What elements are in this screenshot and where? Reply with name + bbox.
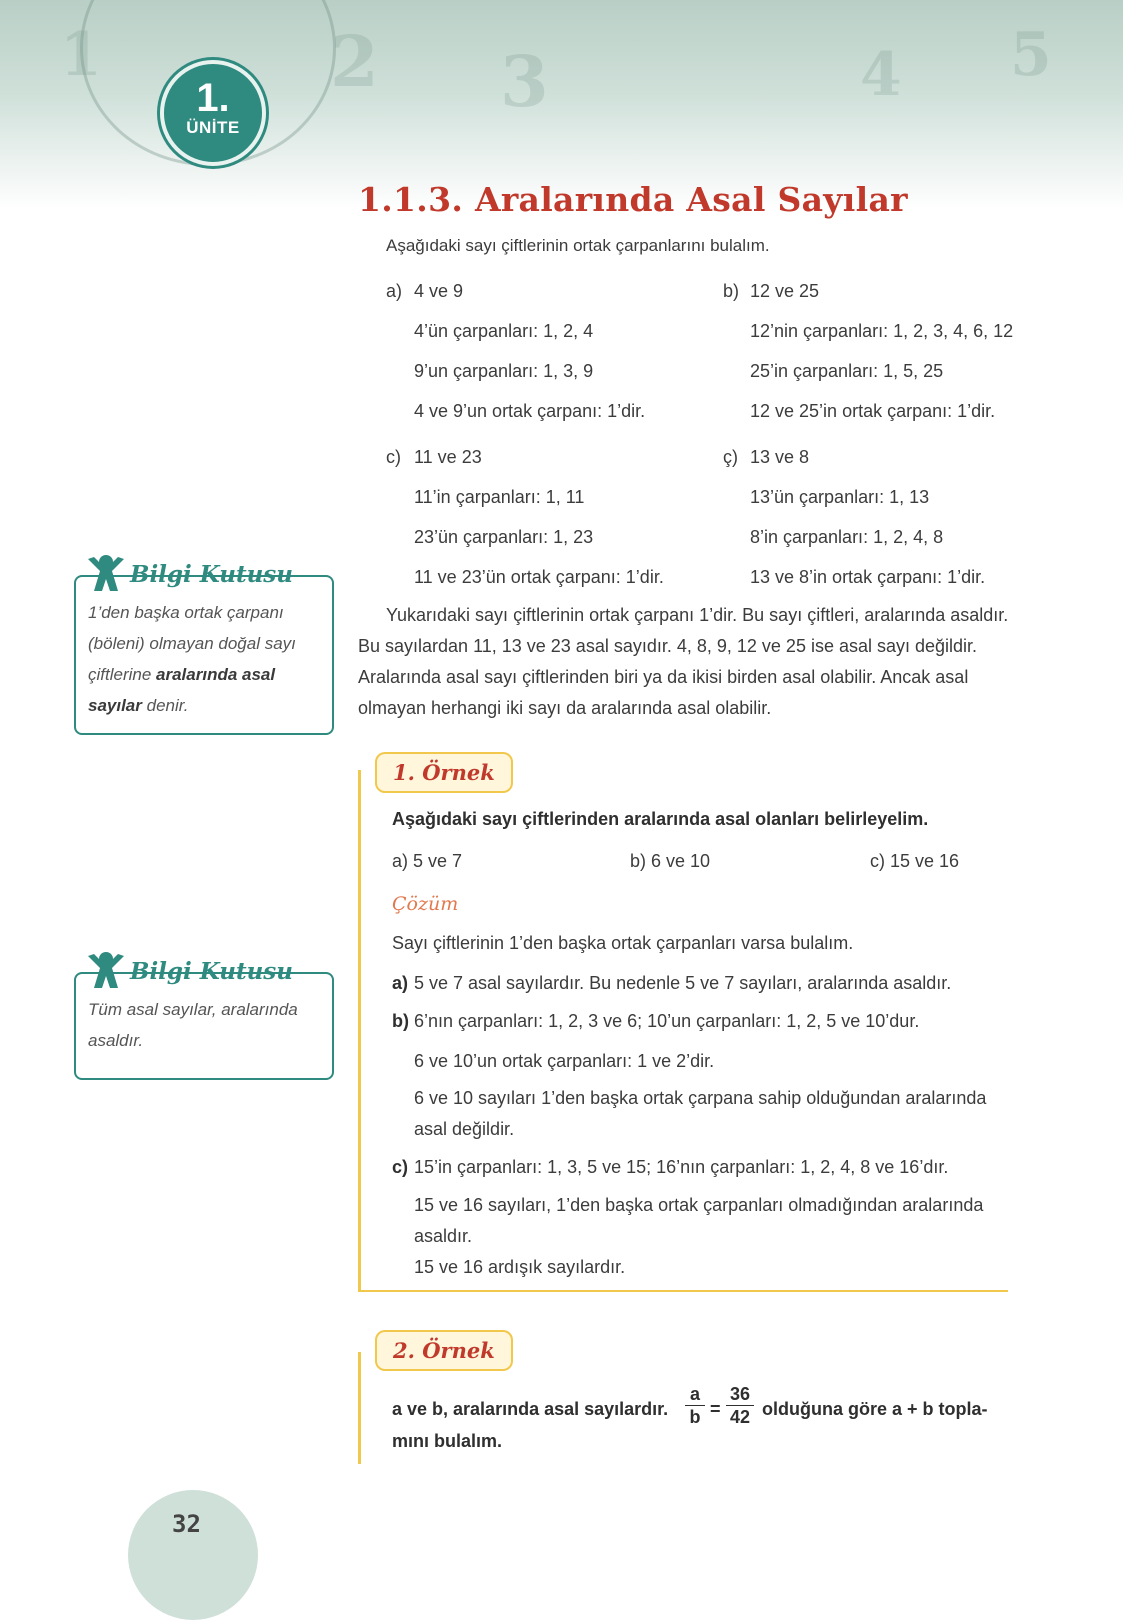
example-2-tag: 2. Örnek [375, 1330, 513, 1371]
fraction-numerator: 36 [726, 1383, 754, 1406]
equals-sign: = [710, 1399, 721, 1419]
solution-b-text: 6’nın çarpanları: 1, 2, 3 ve 6; 10’un çarpanları: 1, 2, 5 ve 10’dur. [414, 1011, 920, 1031]
pair-d-label: ç) [723, 447, 738, 467]
solution-b-line3: 6 ve 10 sayıları 1’den başka ortak çarpana sahip olduğundan aralarında asal değildir. [414, 1088, 987, 1139]
mascot-icon [84, 553, 128, 595]
pair-a-line: 4’ün çarpanları: 1, 2, 4 [414, 321, 594, 341]
decorative-digit: 3 [500, 40, 549, 123]
intro-text: Aşağıdaki sayı çiftlerinin ortak çarpanlarını bulalım. [386, 236, 770, 255]
pair-a-line: 4 ve 9’un ortak çarpanı: 1’dir. [414, 401, 646, 421]
info-box-2-title: Bilgi Kutusu [130, 957, 293, 985]
fraction-denominator: 42 [729, 1407, 751, 1427]
example-2-rail [358, 1352, 361, 1464]
example-1-tag: 1. Örnek [375, 752, 513, 793]
solution-c-line3: 15 ve 16 ardışık sayılardır. [414, 1257, 626, 1277]
solution-b-label: b) [392, 1011, 409, 1031]
info-box-2-body: Tüm asal sayılar, aralarında asaldır. [88, 1000, 298, 1050]
example-2-text-after: olduğuna göre a + b topla- [762, 1399, 988, 1419]
info-box-1-title: Bilgi Kutusu [130, 560, 293, 588]
pair-b-line: 25’in çarpanları: 1, 5, 25 [750, 361, 944, 381]
fraction-a-over-b [685, 1383, 705, 1428]
solution-c-text: 15’in çarpanları: 1, 3, 5 ve 15; 16’nın çarpanları: 1, 2, 4, 8 ve 16’dır. [414, 1157, 949, 1177]
example-1-option-b: b) 6 ve 10 [630, 851, 711, 871]
decorative-digit: 5 [1010, 20, 1052, 90]
pair-c-line: 11’in çarpanları: 1, 11 [414, 487, 585, 507]
decorative-digit: 2 [330, 20, 379, 103]
solution-c-line2: 15 ve 16 sayıları, 1’den başka ortak çarpanları olmadığından aralarında asaldır. [414, 1195, 984, 1246]
info-box-1 [74, 560, 334, 735]
pair-a-heading: 4 ve 9 [414, 281, 464, 301]
example-2-text-line2: mını bulalım. [392, 1431, 503, 1451]
info-box-1-header [84, 553, 293, 595]
example-1-bottom-line [358, 1290, 1008, 1292]
decorative-digit: 4 [860, 40, 902, 110]
pair-b-line: 12’nin çarpanları: 1, 2, 3, 4, 6, 12 [750, 321, 1014, 341]
solution-a-text: 5 ve 7 asal sayılardır. Bu nedenle 5 ve 7 sayıları, aralarında asaldır. [414, 973, 952, 993]
page-number: 32 [172, 1510, 201, 1538]
unit-number: 1. [196, 76, 230, 120]
mascot-icon [84, 950, 128, 992]
pair-d-heading: 13 ve 8 [750, 447, 810, 467]
pair-d-line: 8’in çarpanları: 1, 2, 4, 8 [750, 527, 944, 547]
solution-a-label: a) [392, 973, 409, 993]
decorative-digit: 1 [60, 20, 102, 90]
pair-c-line: 11 ve 23’ün ortak çarpanı: 1’dir. [414, 567, 664, 587]
example-1-option-c: c) 15 ve 16 [870, 851, 960, 871]
fraction-denominator: b [689, 1407, 701, 1427]
fraction-36-over-42 [726, 1383, 754, 1428]
pair-c-label: c) [386, 447, 401, 467]
pair-d-line: 13’ün çarpanları: 1, 13 [750, 487, 930, 507]
pair-d-line: 13 ve 8’in ortak çarpanı: 1’dir. [750, 567, 986, 587]
pair-b-line: 12 ve 25’in ortak çarpanı: 1’dir. [750, 401, 996, 421]
info-box-2-header [84, 950, 293, 992]
example-1-rail [358, 770, 361, 1290]
solution-intro: Sayı çiftlerinin 1’den başka ortak çarpanları varsa bulalım. [392, 933, 854, 953]
explanation-paragraph: Yukarıdaki sayı çiftlerinin ortak çarpanı 1’dir. Bu sayı çiftleri, aralarında asaldır. Bu sayılardan 11, 13 ve 23 asal sayıdır. 4, 8, 9, 12 ve 25 ise asal sayı değildir. Aralarında asal sayı çiftlerinden biri ya da ikisi birden asal olabilir. Ancak asal olmayan herhangi iki sayı da aralarında asal olabilir. [358, 605, 1009, 718]
pair-b-label: b) [723, 281, 740, 301]
info-box-2 [74, 957, 334, 1080]
section-title: 1.1.3. Aralarında Asal Sayılar [358, 180, 908, 219]
pair-c-line: 23’ün çarpanları: 1, 23 [414, 527, 594, 547]
info-box-1-bold: aralarında asal sayılar [88, 665, 276, 715]
info-box-1-body [88, 597, 318, 721]
solution-label: Çözüm [392, 893, 459, 915]
info-box-1-text: 1’den başka ortak çarpanı (böleni) olmayan doğal sayı çiftlerine [88, 603, 296, 684]
example-1-question: Aşağıdaki sayı çiftlerinden aralarında asal olanları belirleyelim. [392, 809, 929, 829]
pair-b-heading: 12 ve 25 [750, 281, 820, 301]
pair-a-line: 9’un çarpanları: 1, 3, 9 [414, 361, 594, 381]
pair-a-label: a) [386, 281, 403, 301]
unit-label: ÜNİTE [186, 118, 240, 137]
example-1-option-a: a) 5 ve 7 [392, 851, 463, 871]
unit-badge [160, 60, 266, 166]
pair-c-heading: 11 ve 23 [414, 447, 482, 467]
example-2-text-before: a ve b, aralarında asal sayılardır. [392, 1399, 669, 1419]
info-box-1-text-end: denir. [141, 696, 189, 715]
fraction-numerator: a [685, 1383, 705, 1406]
solution-b-line2: 6 ve 10’un ortak çarpanları: 1 ve 2’dir. [414, 1051, 715, 1071]
solution-c-label: c) [392, 1157, 409, 1177]
